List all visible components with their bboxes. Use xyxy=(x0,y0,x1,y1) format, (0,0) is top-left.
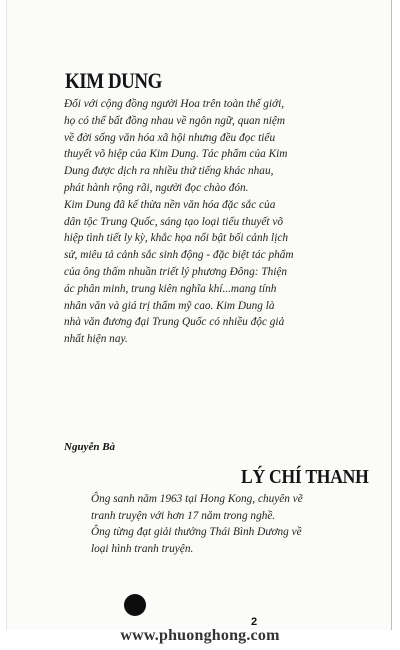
book-page xyxy=(6,0,392,630)
ly-chi-thanh-biography xyxy=(91,491,311,557)
illustrator-title-ly-chi-thanh: LÝ CHÍ THANH xyxy=(241,466,369,488)
kim-dung-biography xyxy=(64,96,294,348)
page-number: 2 xyxy=(251,616,258,628)
author-signature: Nguyễn Bà xyxy=(64,441,116,453)
footer-url: www.phuonghong.com xyxy=(120,627,280,644)
author-title-kim-dung: KIM DUNG xyxy=(65,68,162,93)
ly-chi-thanh-paragraph-2: Ông từng đạt giải thưởng Thái Bình Dương về loại hình tranh truyện. xyxy=(91,526,302,555)
ly-chi-thanh-paragraph-1: Ông sanh năm 1963 tại Hong Kong, chuyên vẽ tranh truyện với hơn 17 năm trong nghề. xyxy=(91,493,303,522)
kim-dung-paragraph-2: Kim Dung đã kế thừa nền văn hóa đặc sắc của dân tộc Trung Quốc, sáng tạo loại tiểu thuyết võ hiệp tình tiết ly kỳ, khắc họa nổi bật bối cảnh lịch sử, miêu tả cảnh sắc sinh động - đặc biệt tác phẩm của ông thấm nhuần triết lý phương Đông: Thiện ác phân minh, trung kiên nghĩa khí...mang tính nhân văn và giá trị thẩm mỹ cao. Kim Dung là nhà văn đương đại Trung Quốc có nhiều độc giả nhất hiện nay. xyxy=(64,198,294,346)
black-dot-mark xyxy=(124,594,146,616)
kim-dung-paragraph-1: Đối với cộng đồng người Hoa trên toàn thế giới, họ có thể bất đồng nhau về ngôn ngữ, quan niệm về đời sống văn hóa xã hội nhưng đều đọc tiểu thuyết võ hiệp của Kim Dung. Tác phẩm của Kim Dung được dịch ra nhiều thứ tiếng khác nhau, phát hành rộng rãi, người đọc chào đón. xyxy=(64,98,288,194)
